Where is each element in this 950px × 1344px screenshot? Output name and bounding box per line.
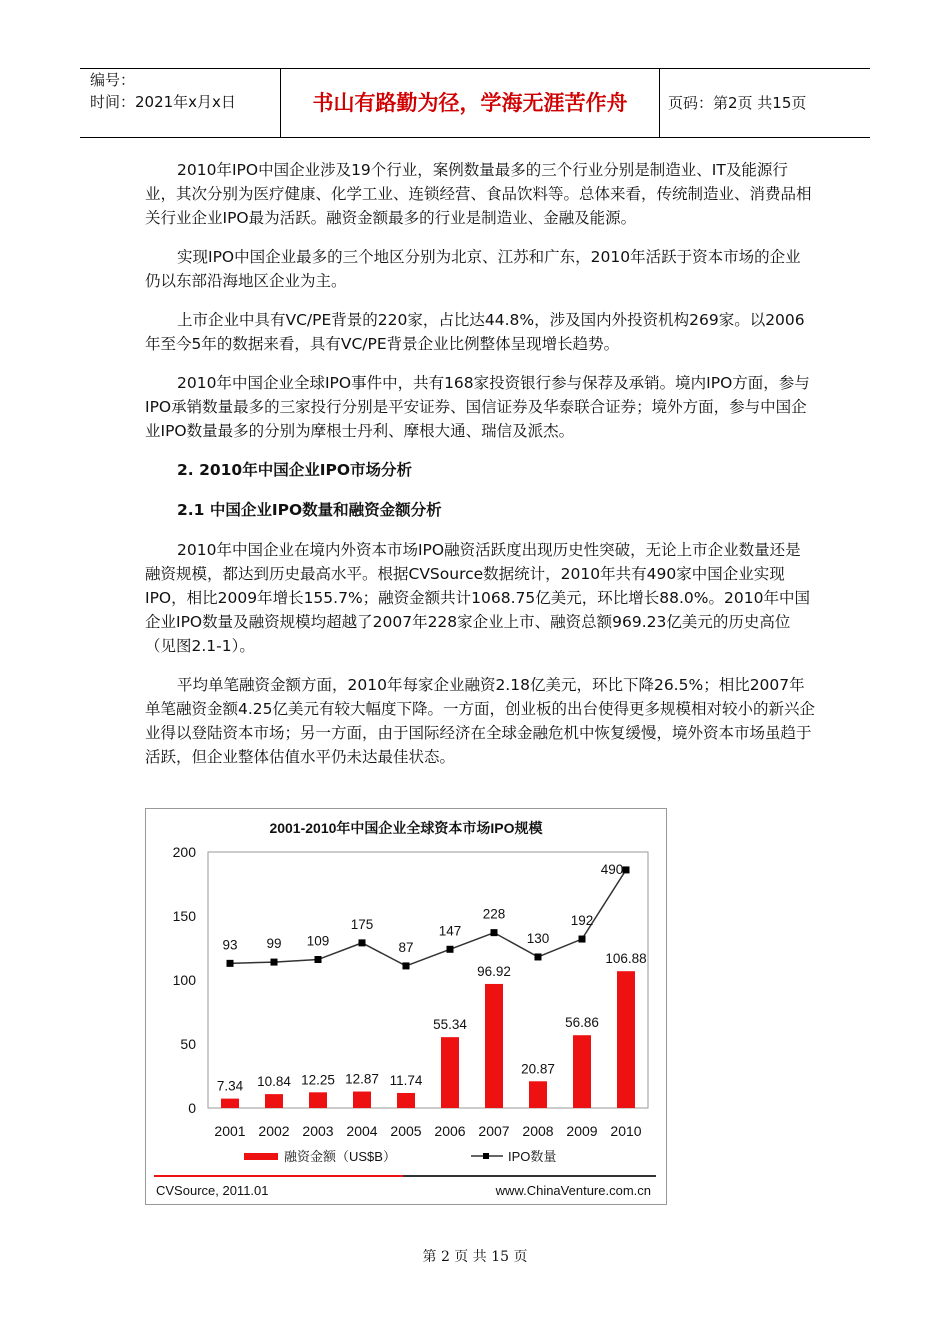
page-footer: 第 2 页 共 15 页 bbox=[422, 1249, 528, 1265]
y-tick-label: 150 bbox=[172, 908, 196, 924]
x-tick-label: 2005 bbox=[390, 1123, 422, 1139]
line-point-label: 99 bbox=[266, 936, 282, 952]
line-point bbox=[315, 956, 322, 963]
line-point-label: 192 bbox=[570, 913, 594, 929]
bar-label: 12.87 bbox=[345, 1071, 379, 1087]
line-point-label: 147 bbox=[438, 923, 462, 939]
header-motto: 书山有路勤为径，学海无涯苦作舟 bbox=[281, 69, 660, 137]
paragraph: 平均单笔融资金额方面，2010年每家企业融资2.18亿美元，环比下降26.5%；相比2007年单笔融资金额4.25亿美元有较大幅度下降。一方面，创业板的出台使得更多规模相对较小的新兴企业得以登陆资本市场；另一方面，由于国际经济在全球金融危机中恢复缓慢，境外资本市场虽趋于活跃，但企业整体估值水平仍未达最佳状态。 bbox=[145, 676, 816, 766]
line-point-label: 87 bbox=[398, 939, 414, 955]
x-tick-label: 2006 bbox=[434, 1123, 466, 1139]
x-tick-label: 2009 bbox=[566, 1123, 598, 1139]
line-point bbox=[403, 962, 410, 969]
bar-label: 12.25 bbox=[301, 1072, 335, 1088]
subsection-heading: 2.1 中国企业IPO数量和融资金额分析 bbox=[177, 501, 442, 519]
bar bbox=[397, 1093, 415, 1108]
chart-source-left: CVSource, 2011.01 bbox=[156, 1183, 269, 1198]
line-point-label: 490 bbox=[600, 861, 624, 877]
y-tick-label: 200 bbox=[172, 844, 196, 860]
y-tick-label: 0 bbox=[188, 1100, 196, 1116]
ipo-chart-svg bbox=[146, 809, 666, 1204]
legend-bar-swatch bbox=[244, 1153, 278, 1160]
document-body bbox=[145, 158, 815, 784]
bar-label: 20.87 bbox=[521, 1061, 555, 1077]
chart-title: 2001-2010年中国企业全球资本市场IPO规模 bbox=[269, 820, 543, 836]
paragraph: 上市企业中具有VC/PE背景的220家，占比达44.8%，涉及国内外投资机构269家。以2006年至今5年的数据来看，具有VC/PE背景企业比例整体呈现增长趋势。 bbox=[145, 311, 805, 353]
ipo-chart bbox=[145, 808, 667, 1205]
bar-label: 96.92 bbox=[477, 963, 511, 979]
x-tick-label: 2008 bbox=[522, 1123, 554, 1139]
header-number: 编号： bbox=[90, 71, 136, 89]
paragraph: 2010年中国企业全球IPO事件中，共有168家投资银行参与保荐及承销。境内IPO方面，参与IPO承销数量最多的三家投行分别是平安证券、国信证券及华泰联合证券；境外方面，参与中国企业IPO数量最多的分别为摩根士丹利、摩根大通、瑞信及派杰。 bbox=[145, 374, 810, 440]
bar-label: 11.74 bbox=[389, 1072, 423, 1088]
header-date: 时间：2021年x月x日 bbox=[90, 93, 236, 111]
line-point bbox=[271, 959, 278, 966]
line-point-label: 228 bbox=[482, 906, 506, 922]
y-tick-label: 100 bbox=[172, 972, 196, 988]
bar bbox=[265, 1094, 283, 1108]
bar bbox=[309, 1092, 327, 1108]
bar-label: 7.34 bbox=[216, 1078, 244, 1094]
bar bbox=[529, 1081, 547, 1108]
paragraph: 实现IPO中国企业最多的三个地区分别为北京、江苏和广东，2010年活跃于资本市场的企业仍以东部沿海地区企业为主。 bbox=[145, 248, 801, 290]
legend-line-marker bbox=[483, 1153, 489, 1159]
bar-label: 55.34 bbox=[433, 1017, 467, 1033]
header-page-number: 页码：第2页 共15页 bbox=[668, 94, 807, 112]
paragraph: 2010年中国企业在境内外资本市场IPO融资活跃度出现历史性突破，无论上市企业数量还是融资规模，都达到历史最高水平。根据CVSource数据统计，2010年共有490家中国企业实现IPO，相比2009年增长155.7%；融资金额共计1068.75亿美元，环比增长88.0%。2010年中国企业IPO数量及融资规模均超越了2007年228家企业上市、融资总额969.23亿美元的历史高位（见图2.1-1）。 bbox=[145, 541, 810, 655]
y-axis bbox=[173, 844, 197, 1116]
bar-label: 10.84 bbox=[257, 1074, 291, 1090]
chart-source-right: www.ChinaVenture.com.cn bbox=[495, 1183, 651, 1198]
line-point bbox=[623, 866, 630, 873]
x-tick-label: 2010 bbox=[610, 1123, 642, 1139]
line-point bbox=[535, 953, 542, 960]
bar bbox=[573, 1035, 591, 1108]
header-meta bbox=[80, 69, 281, 137]
bar bbox=[353, 1092, 371, 1108]
line-point-label: 130 bbox=[526, 930, 550, 946]
line-point-label: 93 bbox=[222, 937, 238, 953]
line-point bbox=[447, 946, 454, 953]
x-tick-label: 2007 bbox=[478, 1123, 510, 1139]
legend-bar-label: 融资金额（US$B） bbox=[284, 1149, 396, 1164]
x-tick-label: 2003 bbox=[302, 1123, 334, 1139]
line-point-label: 175 bbox=[350, 916, 374, 932]
x-tick-label: 2001 bbox=[214, 1123, 246, 1139]
x-axis bbox=[214, 1123, 641, 1139]
line-point bbox=[359, 939, 366, 946]
legend bbox=[244, 1149, 556, 1164]
line-point bbox=[579, 936, 586, 943]
paragraph: 2010年IPO中国企业涉及19个行业，案例数量最多的三个行业分别是制造业、IT及能源行业，其次分别为医疗健康、化学工业、连锁经营、食品饮料等。总体来看，传统制造业、消费品相关行业企业IPO最为活跃。融资金额最多的行业是制造业、金融及能源。 bbox=[145, 161, 812, 227]
y-tick-label: 50 bbox=[180, 1036, 196, 1052]
x-tick-label: 2002 bbox=[258, 1123, 290, 1139]
bar bbox=[441, 1037, 459, 1108]
line-point bbox=[227, 960, 234, 967]
line-point bbox=[491, 929, 498, 936]
legend-line-label: IPO数量 bbox=[508, 1149, 557, 1164]
page-header bbox=[80, 68, 870, 138]
bar bbox=[485, 984, 503, 1108]
bar bbox=[221, 1099, 239, 1108]
section-heading: 2. 2010年中国企业IPO市场分析 bbox=[177, 461, 413, 479]
bar-label: 106.88 bbox=[605, 951, 647, 967]
x-tick-label: 2004 bbox=[346, 1123, 378, 1139]
bar bbox=[617, 971, 635, 1108]
line-point-label: 109 bbox=[306, 933, 330, 949]
bar-label: 56.86 bbox=[565, 1015, 599, 1031]
